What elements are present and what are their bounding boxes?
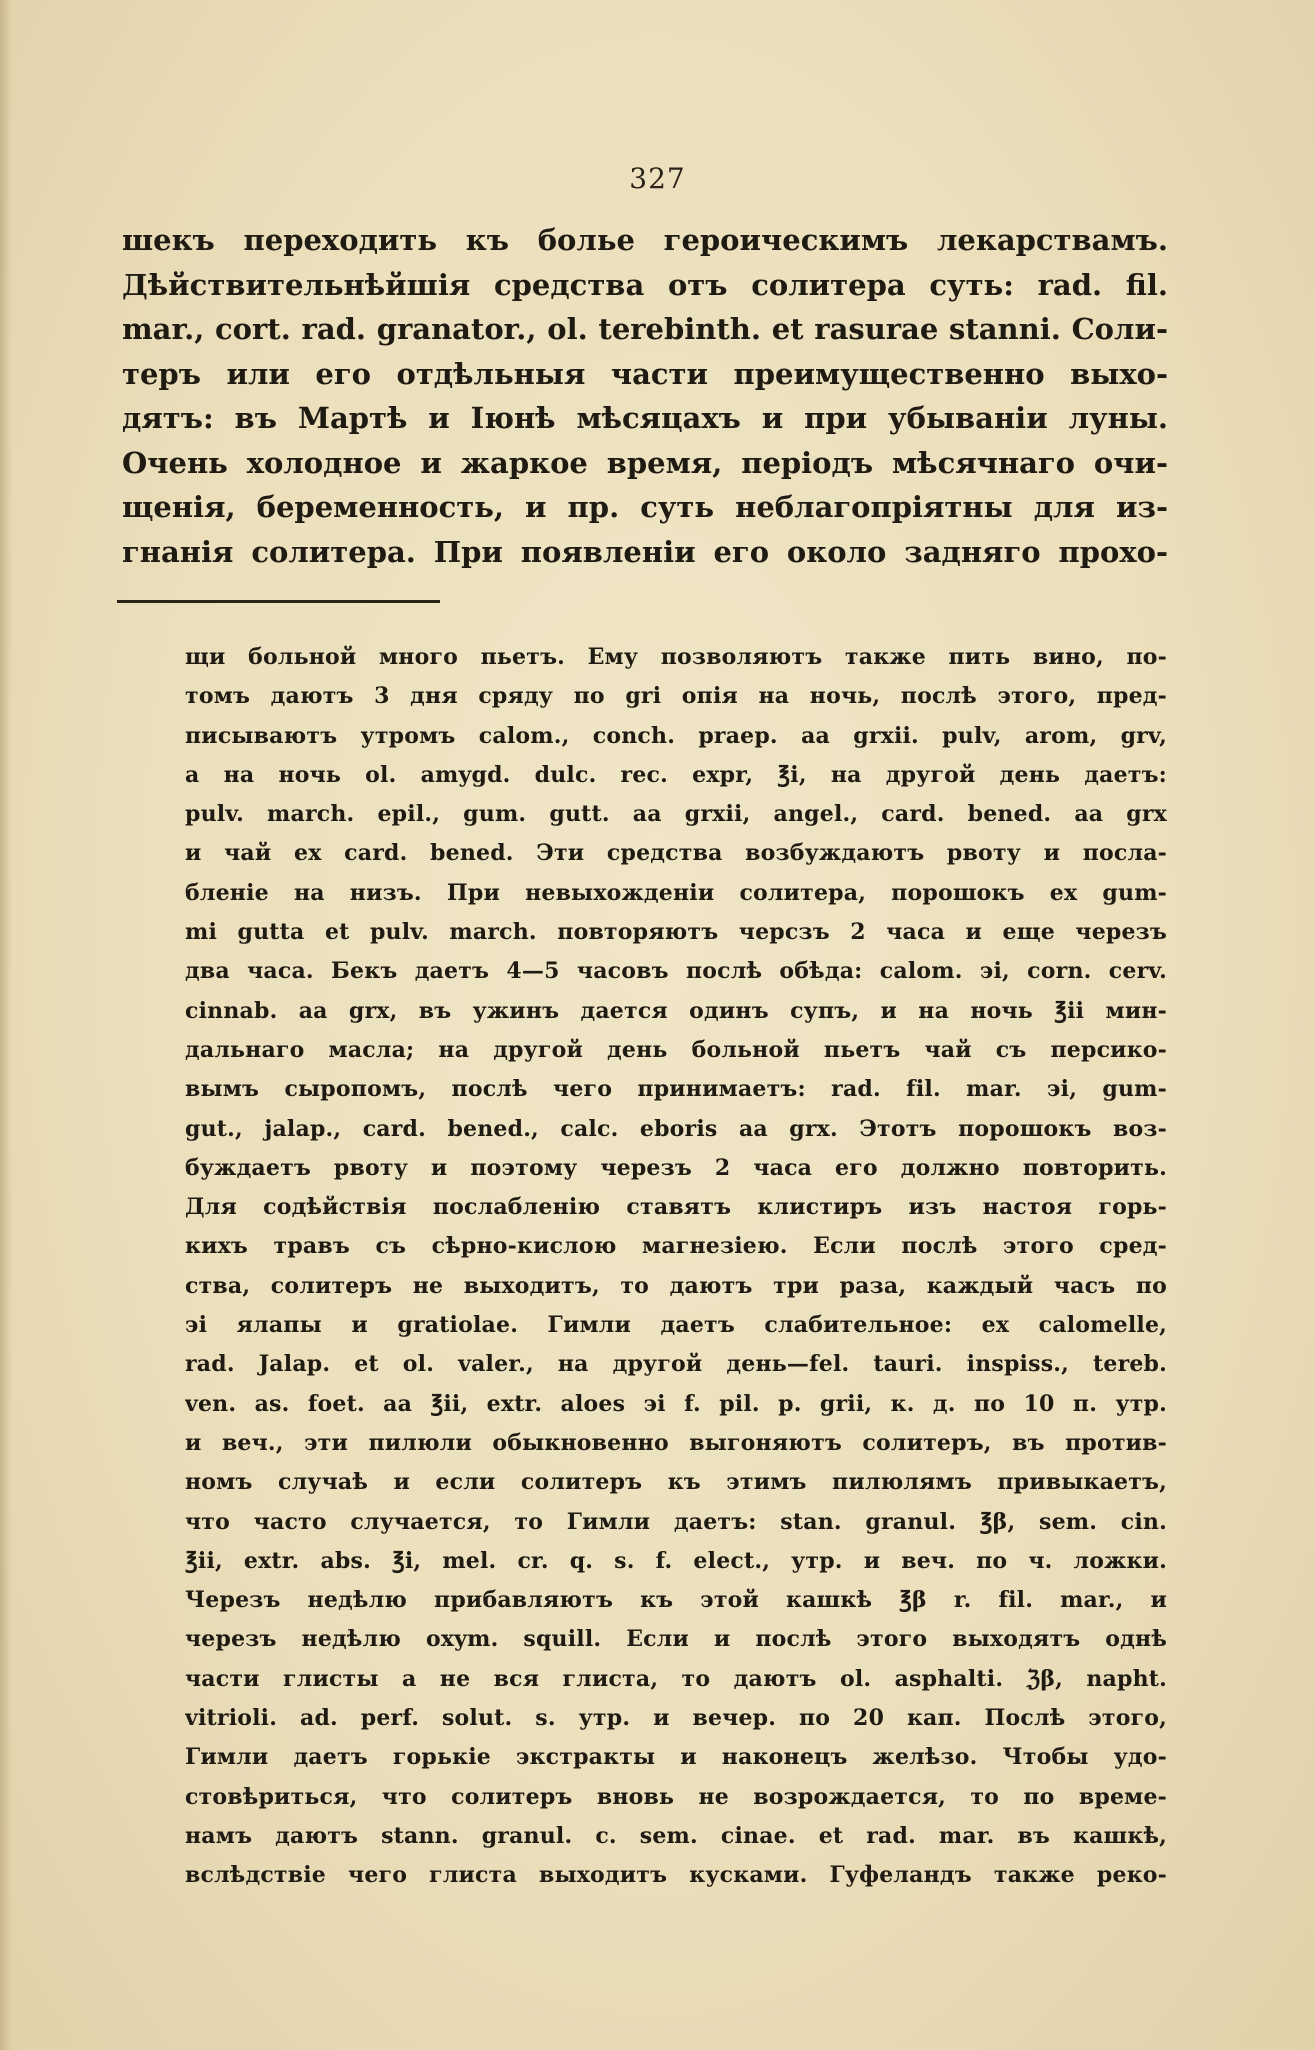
- page-number: 327: [629, 162, 686, 195]
- footnote-line: и чай ex card. bened. Эти средства возбуждаютъ рвоту и посла-: [185, 840, 1167, 867]
- footnote-line: и веч., эти пилюли обыкновенно выгоняютъ солитеръ, въ против-: [185, 1429, 1167, 1456]
- footnote-line: mi gutta et pulv. march. повторяютъ черсзъ 2 часа и еще черезъ: [185, 919, 1167, 946]
- footnote-line: номъ случаѣ и если солитеръ къ этимъ пилюлямъ привыкаетъ,: [185, 1469, 1167, 1496]
- footnote-line: Для содѣйствія послабленію ставятъ клистиръ изъ настоя горь-: [185, 1194, 1167, 1221]
- main-line: дятъ: въ Мартѣ и Іюнѣ мѣсяцахъ и при убываніи луны.: [122, 401, 1168, 435]
- footnote-line: томъ даютъ 3 дня сряду по gri опія на ночь, послѣ этого, пред-: [185, 683, 1167, 710]
- footnote-line: rad. Jalap. et ol. valer., на другой день—fel. tauri. inspiss., tereb.: [185, 1351, 1167, 1378]
- footnote-separator-rule: [117, 600, 440, 603]
- footnote-line: намъ даютъ stann. granul. c. sem. cinae. et rad. mar. въ кашкѣ,: [185, 1822, 1167, 1849]
- footnote-line: вымъ сыропомъ, послѣ чего принимаетъ: rad. fil. mar. ϶i, gum-: [185, 1076, 1167, 1103]
- footnote-line: вслѣдствіе чего глиста выходитъ кусками. Гуфеландъ также реко-: [185, 1862, 1167, 1889]
- footnote-line: что часто случается, то Гимли даетъ: stan. granul. ℥β, sem. cin.: [185, 1508, 1167, 1535]
- footnote-line: ϶i ялапы и gratiolae. Гимли даетъ слабительное: ex calomelle,: [185, 1312, 1167, 1339]
- footnote-line: щи больной много пьетъ. Ему позволяютъ также пить вино, по-: [185, 644, 1167, 670]
- footnote-line: два часа. Бекъ даетъ 4—5 часовъ послѣ обѣда: calom. ϶i, corn. cerv.: [185, 958, 1167, 985]
- footnote-line: бленіе на низъ. При невыхожденіи солитера, порошокъ ex gum-: [185, 879, 1167, 906]
- main-line: шекъ переходить къ болье героическимъ лекарствамъ.: [122, 223, 1168, 257]
- main-line: теръ или его отдѣльныя части преимущественно выхо-: [122, 356, 1168, 391]
- footnote-text-block: [185, 638, 1167, 1896]
- footnote-line: дальнаго масла; на другой день больной пьетъ чай съ персико-: [185, 1036, 1167, 1063]
- main-text-block: [122, 218, 1168, 574]
- footnote-line: буждаетъ рвоту и поэтому черезъ 2 часа его должно повторить.: [185, 1154, 1167, 1181]
- footnote-line: cinnab. aa grx, въ ужинъ дается одинъ супъ, и на ночь ℥ii мин-: [185, 997, 1167, 1024]
- footnote-line: кихъ травъ съ сѣрно-кислою магнезіею. Если послѣ этого сред-: [185, 1233, 1167, 1260]
- footnote-line: Черезъ недѣлю прибавляютъ къ этой кашкѣ ℥β r. fil. mar., и: [185, 1587, 1167, 1614]
- footnote-line: а на ночь ol. amygd. dulc. rec. expr, ℥i, на другой день даетъ:: [185, 761, 1167, 788]
- footnote-line: ℥ii, extr. abs. ℥i, mel. cr. q. s. f. elect., утр. и веч. по ч. ложки.: [185, 1547, 1167, 1574]
- footnote-line: Гимли даетъ горькіе экстракты и наконецъ желѣзо. Чтобы удо-: [185, 1744, 1167, 1771]
- footnote-line: pulv. march. epil., gum. gutt. aa grxii, angel., card. bened. aa grx: [185, 801, 1167, 828]
- footnote-line: части глисты а не вся глиста, то даютъ ol. asphalti. ℨβ, napht.: [185, 1665, 1167, 1692]
- main-line: гнанія солитера. При появленіи его около задняго прохо-: [122, 534, 1168, 569]
- main-line: mar., cort. rad. granator., ol. terebinth. et rasurae stanni. Соли-: [122, 312, 1168, 346]
- main-line: Дѣйствительнѣйшія средства отъ солитера суть: rad. fil.: [122, 267, 1168, 302]
- page-edge-shadow: [0, 0, 12, 2050]
- footnote-line: ства, солитеръ не выходитъ, то даютъ три раза, каждый часъ по: [185, 1272, 1167, 1299]
- footnote-line: gut., jalap., card. bened., calc. eboris aa grx. Этотъ порошокъ воз-: [185, 1115, 1167, 1142]
- main-line: щенія, беременность, и пр. суть неблагопріятны для из-: [122, 490, 1168, 524]
- footnote-line: писываютъ утромъ calom., conch. praep. aa grxii. pulv, arom, grv,: [185, 722, 1167, 749]
- footnote-line: vitrioli. ad. perf. solut. s. утр. и вечер. по 20 кап. Послѣ этого,: [185, 1705, 1167, 1732]
- footnote-line: ven. as. foet. aa ℥ii, extr. aloes ϶i f. pil. p. grii, к. д. по 10 п. утр.: [185, 1390, 1167, 1417]
- footnote-line: черезъ недѣлю oxym. squill. Если и послѣ этого выходятъ однѣ: [185, 1626, 1167, 1653]
- footnote-line: стовѣриться, что солитеръ вновь не возрождается, то по време-: [185, 1783, 1167, 1810]
- main-line: Очень холодное и жаркое время, періодъ мѣсячнаго очи-: [122, 445, 1168, 480]
